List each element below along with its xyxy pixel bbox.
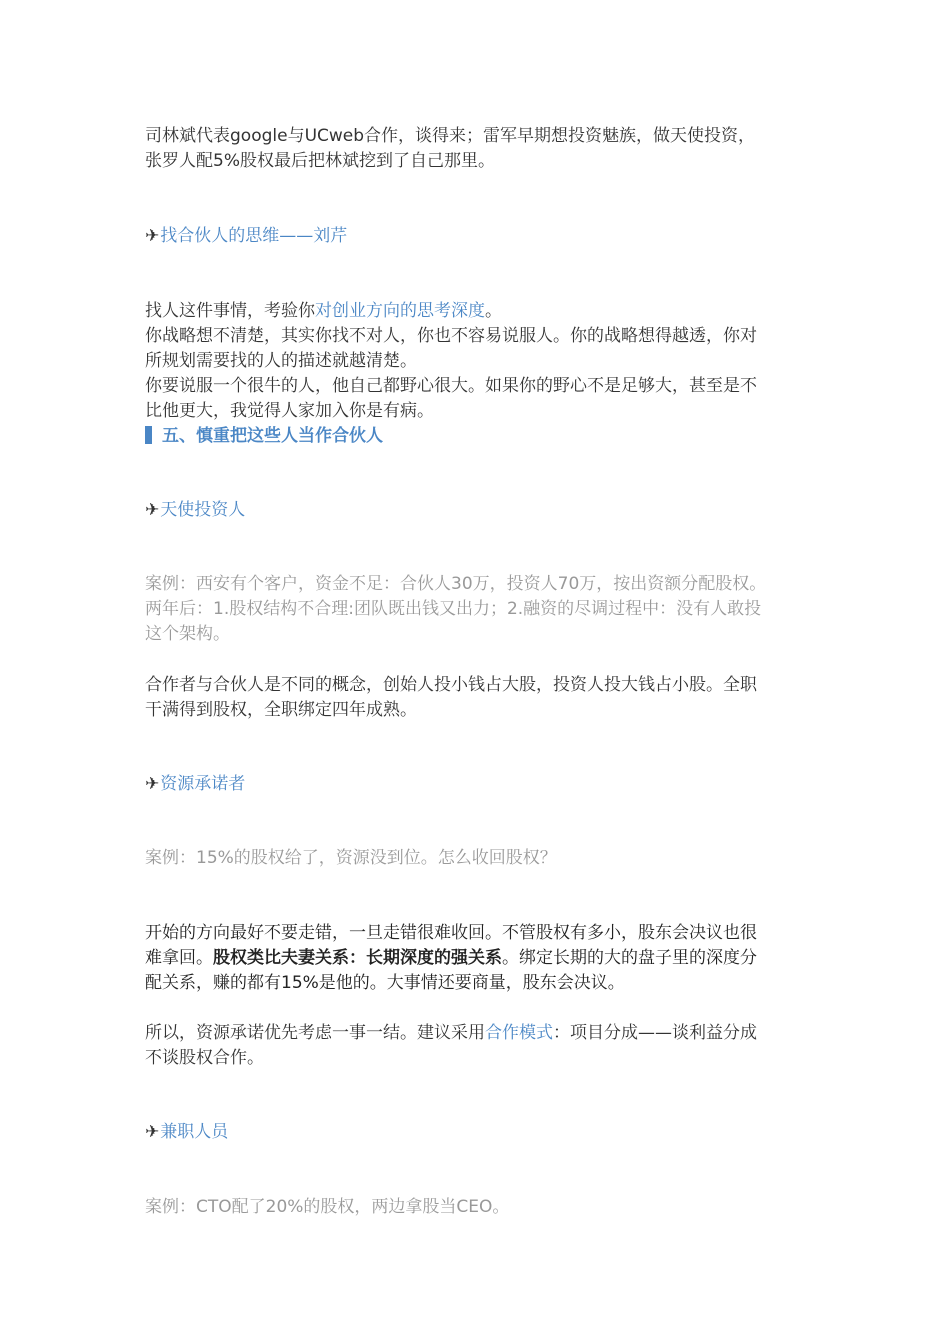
paragraph-line: 干满得到股权，全职绑定四年成熟。 — [145, 700, 417, 720]
heading-bar-icon — [145, 426, 152, 444]
airplane-icon: ✈ — [145, 500, 160, 520]
section-title: 兼职人员 — [160, 1122, 229, 1142]
section-title-row — [145, 224, 347, 249]
section-title-row — [145, 498, 245, 523]
case-line: 案例：西安有个客户，资金不足：合伙人30万，投资人70万，按出资额分配股权。 — [145, 574, 767, 594]
section-title: 天使投资人 — [160, 500, 246, 520]
section-title: 资源承诺者 — [160, 774, 246, 794]
section-title: 找合伙人的思维——刘芹 — [160, 226, 348, 246]
paragraph-line: 不谈股权合作。 — [145, 1048, 264, 1068]
airplane-icon: ✈ — [145, 1122, 160, 1142]
paragraph-line: 开始的方向最好不要走错，一旦走错很难收回。不管股权有多小，股东会决议也很 — [145, 923, 757, 943]
text-span: 。绑定长期的大的盘子里的深度分 — [502, 948, 757, 968]
paragraph-line: 配关系，赚的都有15%是他的。大事情还要商量，股东会决议。 — [145, 973, 625, 993]
paragraph-line: 你要说服一个很牛的人，他自己都野心很大。如果你的野心不是足够大，甚至是不 — [145, 376, 757, 396]
text-span: 找人这件事情，考验你 — [145, 301, 315, 321]
paragraph-line — [145, 946, 757, 971]
paragraph-line: 比他更大，我觉得人家加入你是有病。 — [145, 401, 434, 421]
airplane-icon: ✈ — [145, 226, 160, 246]
airplane-icon: ✈ — [145, 774, 160, 794]
case-line: 案例：15%的股权给了，资源没到位。怎么收回股权？ — [145, 848, 557, 868]
case-line: 这个架构。 — [145, 624, 230, 644]
heading-text: 五、慎重把这些人当作合伙人 — [162, 426, 383, 446]
section-title-row — [145, 772, 245, 797]
text-span: ：项目分成——谈利益分成 — [553, 1023, 757, 1043]
paragraph-line: 张罗人配5%股权最后把林斌挖到了自己那里。 — [145, 151, 495, 171]
paragraph-line: 司林斌代表google与UCweb合作，谈得来；雷军早期想投资魅族，做天使投资， — [145, 126, 756, 146]
bold-emphasis: 股权类比夫妻关系：长期深度的强关系 — [213, 948, 502, 968]
paragraph-line — [145, 299, 502, 324]
highlight-link[interactable]: 合作模式 — [485, 1023, 553, 1043]
text-span: 所以，资源承诺优先考虑一事一结。建议采用 — [145, 1023, 485, 1043]
section-title-row — [145, 1120, 228, 1145]
section-heading — [145, 424, 383, 449]
case-line: 两年后：1.股权结构不合理:团队既出钱又出力；2.融资的尽调过程中：没有人敢投 — [145, 599, 762, 619]
paragraph-line: 合作者与合伙人是不同的概念，创始人投小钱占大股，投资人投大钱占小股。全职 — [145, 675, 757, 695]
text-span: 。 — [485, 301, 502, 321]
paragraph-line: 所规划需要找的人的描述就越清楚。 — [145, 351, 417, 371]
paragraph-line — [145, 1021, 757, 1046]
highlight-link[interactable]: 对创业方向的思考深度 — [315, 301, 485, 321]
case-line: 案例：CTO配了20%的股权，两边拿股当CEO。 — [145, 1197, 510, 1217]
text-span: 难拿回。 — [145, 948, 213, 968]
paragraph-line: 你战略想不清楚，其实你找不对人，你也不容易说服人。你的战略想得越透，你对 — [145, 326, 757, 346]
